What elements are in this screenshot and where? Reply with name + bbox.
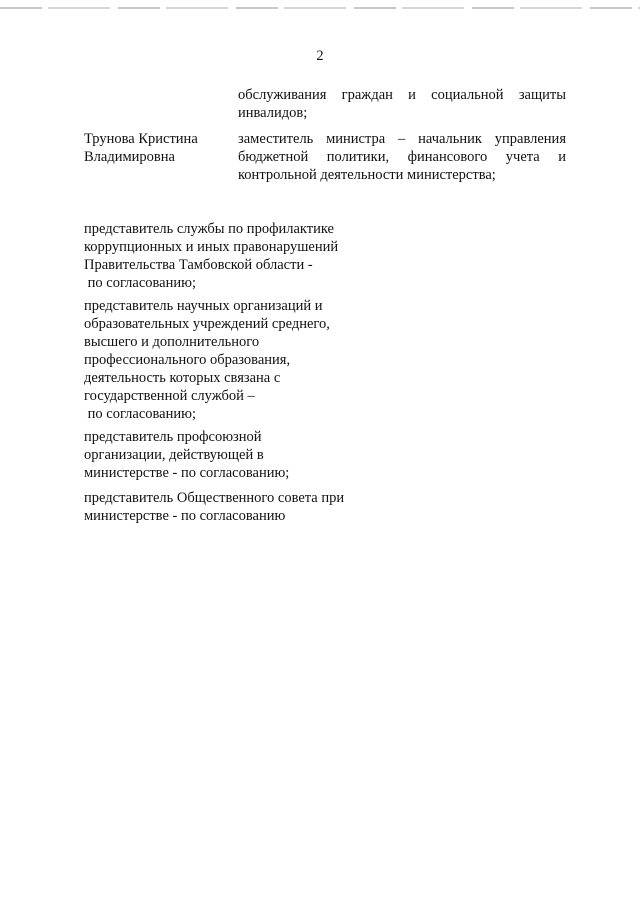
- member-name-line: Трунова Кристина: [84, 131, 198, 147]
- member-description-line: обслуживания граждан и социальной защиты: [238, 87, 566, 103]
- member-name: [84, 130, 234, 166]
- representative-line: по согласованию;: [84, 275, 196, 291]
- representative-line: представитель профсоюзной: [84, 429, 262, 445]
- member-description-line: инвалидов;: [238, 105, 308, 121]
- representative-line: государственной службой –: [84, 388, 255, 404]
- page-number: 2: [316, 48, 324, 64]
- representative-line: организации, действующей в: [84, 447, 264, 463]
- representative-entry: [84, 297, 384, 423]
- representative-line: министерстве - по согласованию: [84, 508, 286, 524]
- member-description-line: заместитель министра – начальник управления: [238, 131, 566, 147]
- representative-line: Правительства Тамбовской области -: [84, 257, 313, 273]
- representative-line: коррупционных и иных правонарушений: [84, 239, 339, 255]
- representative-line: министерстве - по согласованию;: [84, 465, 290, 481]
- scan-edge-artifact: [0, 7, 640, 9]
- representative-line: представитель Общественного совета при: [84, 490, 345, 506]
- representative-line: образовательных учреждений среднего,: [84, 316, 330, 332]
- member-description-line: контрольной деятельности министерства;: [238, 167, 496, 183]
- representative-line: деятельность которых связана с: [84, 370, 281, 386]
- member-description: [238, 130, 566, 184]
- member-name-line: Владимировна: [84, 149, 175, 165]
- representative-line: высшего и дополнительного: [84, 334, 260, 350]
- representative-line: представитель научных организаций и: [84, 298, 323, 314]
- representative-line: профессионального образования,: [84, 352, 291, 368]
- member-description-line: бюджетной политики, финансового учета и: [238, 149, 566, 165]
- representative-line: представитель службы по профилактике: [84, 221, 334, 237]
- representative-entry: [84, 220, 384, 292]
- representative-line: по согласованию;: [84, 406, 196, 422]
- member-description: [238, 86, 566, 122]
- representative-entry: [84, 428, 384, 482]
- representative-entry: [84, 489, 384, 525]
